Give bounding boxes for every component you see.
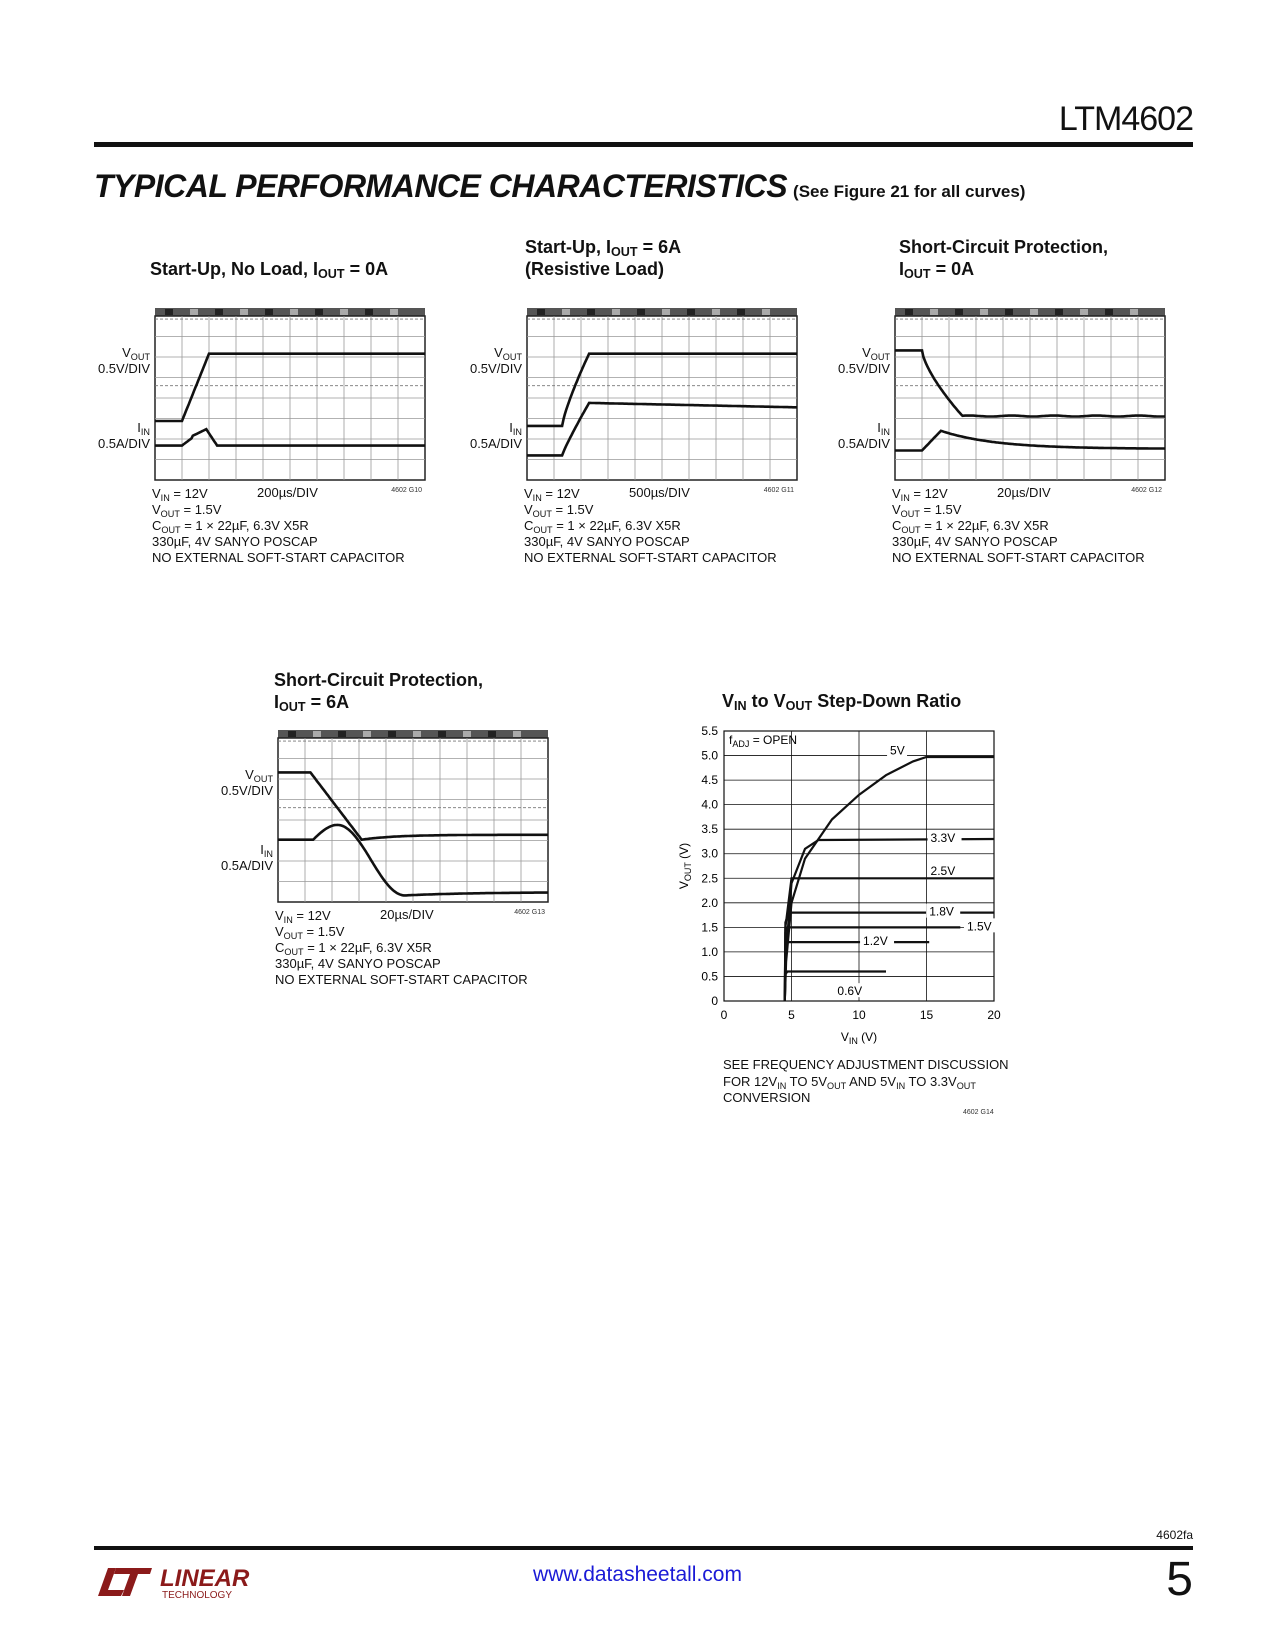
scope-2-title: Start-Up, $I_{OUT} = 6A$ (Resistive Load) (525, 237, 682, 279)
figure-code: 4602 G12 (1131, 487, 1162, 494)
figure-code: 4602 G11 (763, 487, 794, 494)
timebase: 20µs/DIV (997, 485, 1051, 500)
step-down-ratio-chart (660, 715, 1020, 1055)
y-tick-label: 4.5 (701, 773, 718, 788)
footer-rule (94, 1546, 1193, 1550)
ch2-label: $I_{IN}$ 0.5A/DIV (97, 420, 150, 451)
header-rule (94, 142, 1193, 147)
scope-4-title: Short-Circuit Protection, $I_{OUT} = 6A$ (274, 670, 484, 714)
y-tick-label: 5.0 (701, 748, 718, 763)
scope-screen (274, 726, 554, 908)
figure-code: 4602 G13 (514, 909, 545, 916)
y-tick-label: 4.0 (701, 797, 718, 812)
series-label: 2.5V (930, 863, 956, 878)
y-tick-label: 2.5 (701, 871, 718, 886)
y-tick-label: 5.5 (701, 724, 718, 738)
scope-notes: $V_{IN} = 12V$ 500µs/DIV 4602 G11 $V_{OUT} = 1.5V$ $C_{OUT} = 1 \times 22\mu F$, 6.3V X5R 330µF, 4V SANYO POSCAP NO EXTERNAL SOFT-START CAPACITOR (524, 485, 794, 565)
y-tick-label: 2.0 (701, 895, 718, 910)
ch2-label: $I_{IN}$ 0.5A/DIV (220, 842, 273, 873)
chart-code: 4602 G14 (963, 1109, 994, 1116)
y-tick-label: 1.5 (701, 920, 718, 935)
series-label: 3.3V (930, 831, 956, 845)
series-label: 1.2V (863, 934, 888, 949)
timebase: 200µs/DIV (257, 485, 318, 500)
x-axis-label: $V_{IN}$ (V) (840, 1030, 878, 1046)
svg-text:TECHNOLOGY: TECHNOLOGY (162, 1590, 233, 1601)
x-tick-label: 10 (852, 1008, 866, 1022)
section-title: TYPICAL PERFORMANCE CHARACTERISTICS (94, 168, 788, 204)
y-axis-label: $V_{OUT}$ (V) (677, 842, 693, 890)
chart-notes: SEE FREQUENCY ADJUSTMENT DISCUSSION FOR $12V_{IN}$ TO $5V_{OUT}$ AND $5V_{IN}$ TO $3.3V_{OUT}$ CONVERSION (723, 1057, 1009, 1105)
scope-1-title: Start-Up, No Load, $I_{OUT} = 0A$ (150, 259, 389, 281)
ch2-label: $I_{IN}$ 0.5A/DIV (469, 420, 522, 451)
series-label: 1.5V (967, 919, 992, 934)
x-tick-label: 5 (788, 1008, 795, 1022)
ch1-label: $V_{OUT}$ 0.5V/DIV (220, 767, 273, 798)
website-link[interactable]: www.datasheetall.com (533, 1563, 742, 1586)
section-heading (94, 168, 1025, 205)
y-tick-label: 3.0 (701, 846, 718, 861)
ch1-label: $V_{OUT}$ 0.5V/DIV (469, 345, 522, 376)
scope-notes: $V_{IN} = 12V$ 20µs/DIV 4602 G12 $V_{OUT} = 1.5V$ $C_{OUT} = 1 \times 22\mu F$, 6.3V X5R 330µF, 4V SANYO POSCAP NO EXTERNAL SOFT-START CAPACITOR (892, 485, 1162, 565)
scope-notes: $V_{IN} = 12V$ 20µs/DIV 4602 G13 $V_{OUT} = 1.5V$ $C_{OUT} = 1 \times 22\mu F$, 6.3V X5R 330µF, 4V SANYO POSCAP NO EXTERNAL SOFT-START CAPACITOR (275, 907, 545, 987)
part-number: LTM4602 (1058, 100, 1193, 138)
x-tick-label: 20 (987, 1008, 1001, 1022)
timebase: 20µs/DIV (380, 907, 434, 922)
x-tick-label: 15 (919, 1008, 934, 1022)
x-tick-label: 0 (720, 1008, 728, 1022)
scope-screen (891, 304, 1171, 486)
ch1-label: $V_{OUT}$ 0.5V/DIV (97, 345, 150, 376)
section-note: (See Figure 21 for all curves) (793, 182, 1026, 201)
annotation: $f_{ADJ}$ = OPEN (729, 733, 798, 749)
series-label: 5V (890, 743, 905, 758)
svg-text:LINEAR: LINEAR (160, 1565, 250, 1592)
page-number: 5 (1166, 1553, 1193, 1606)
scope-3-title: Short-Circuit Protection, $I_{OUT} = 0A$ (899, 237, 1109, 281)
y-tick-label: 3.5 (701, 822, 718, 837)
timebase: 500µs/DIV (629, 485, 690, 500)
scope-screen (151, 304, 431, 486)
y-tick-label: 0 (711, 994, 718, 1008)
series-label: 1.8V (929, 904, 954, 919)
ch1-label: $V_{OUT}$ 0.5V/DIV (837, 345, 890, 376)
y-tick-label: 0.5 (701, 969, 718, 984)
chart-title: $V_{IN}$ to $V_{OUT}$ Step-Down Ratio (722, 691, 962, 713)
scope-screen (523, 304, 803, 486)
document-code: 4602fa (1156, 1528, 1193, 1542)
scope-notes: $V_{IN} = 12V$ 200µs/DIV 4602 G10 $V_{OUT} = 1.5V$ $C_{OUT} = 1 \times 22\mu F$, 6.3V X5R 330µF, 4V SANYO POSCAP NO EXTERNAL SOFT-START CAPACITOR (152, 485, 422, 565)
ch2-label: $I_{IN}$ 0.5A/DIV (837, 420, 890, 451)
series-label: 0.6V (837, 984, 863, 999)
figure-code: 4602 G10 (391, 487, 422, 494)
y-tick-label: 1.0 (701, 944, 718, 959)
